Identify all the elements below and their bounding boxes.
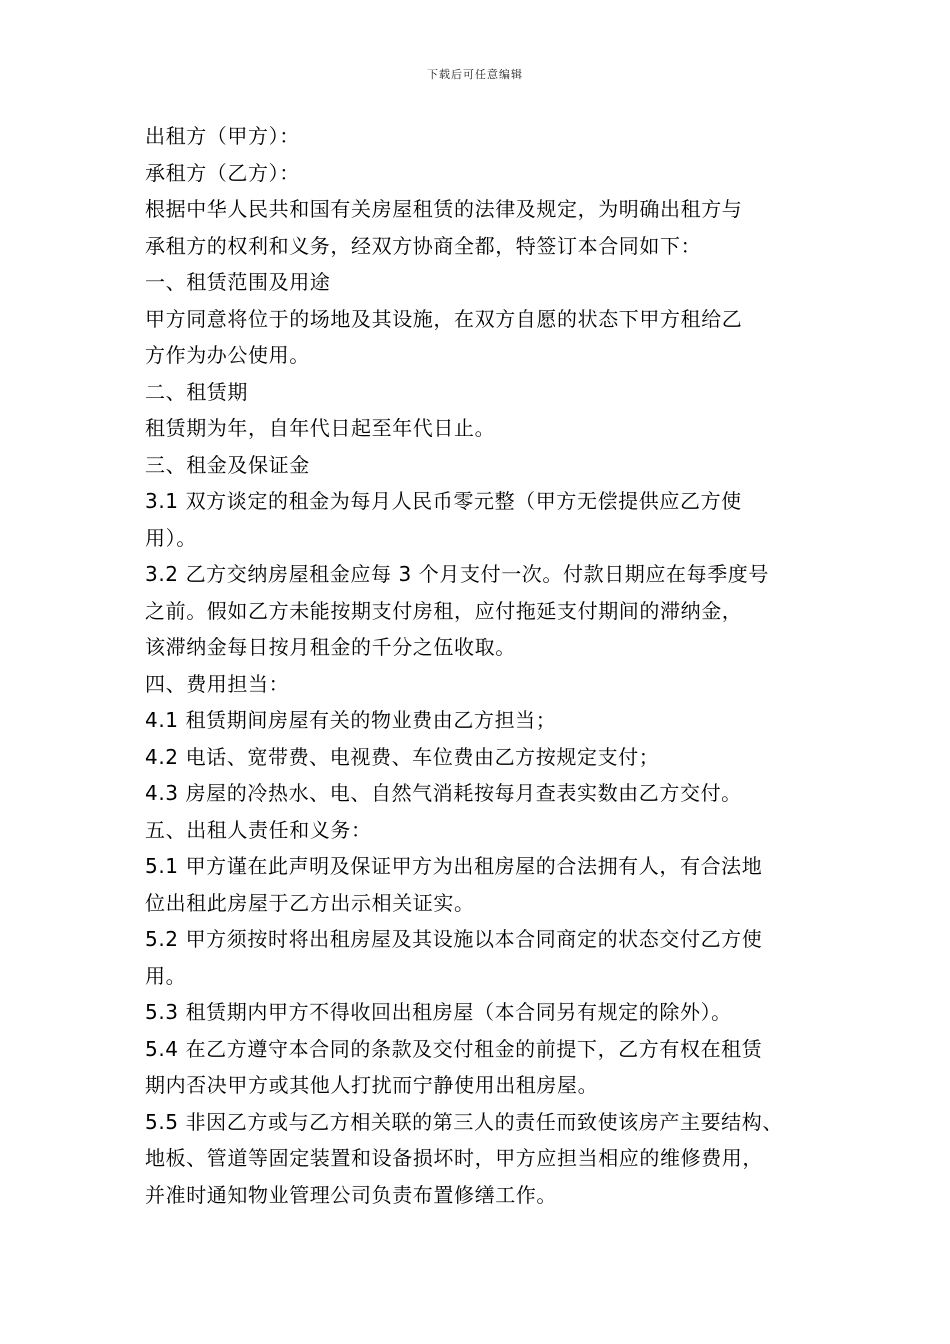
header-note: 下载后可任意编辑 <box>427 68 523 81</box>
clause-line: 3.2 乙方交纳房屋租金应每 3 个月支付一次。付款日期应在每季度号 <box>145 562 770 586</box>
preamble-line: 根据中华人民共和国有关房屋租赁的法律及规定，为明确出租方与 <box>145 197 743 221</box>
clause-line: 3.1 双方谈定的租金为每月人民币零元整（甲方无偿提供应乙方使 <box>145 489 742 513</box>
clause-line: 用。 <box>145 963 187 988</box>
section-heading: 四、费用担当： <box>145 671 290 696</box>
section-heading: 一、租赁范围及用途 <box>145 270 331 294</box>
clause-line: 4.2 电话、宽带费、电视费、车位费由乙方按规定支付； <box>145 744 660 769</box>
clause-line: 用）。 <box>145 525 197 550</box>
clause-line: 租赁期为年，自年代日起至年代日止。 <box>145 416 496 440</box>
clause-line: 该滞纳金每日按月租金的千分之伍收取。 <box>145 635 516 659</box>
clause-line: 地板、管道等固定装置和设备损坏时，甲方应担当相应的维修费用， <box>145 1146 763 1170</box>
clause-line: 5.2 甲方须按时将出租房屋及其设施以本合同商定的状态交付乙方使 <box>145 927 763 951</box>
clause-line: 期内否决甲方或其他人打扰而宁静使用出租房屋。 <box>145 1073 599 1097</box>
clause-line: 5.1 甲方谨在此声明及保证甲方为出租房屋的合法拥有人，有合法地 <box>145 854 763 878</box>
clause-line: 4.1 租赁期间房屋有关的物业费由乙方担当； <box>145 708 557 732</box>
clause-line: 位出租此房屋于乙方出示相关证实。 <box>145 890 475 915</box>
preamble-line: 承租方的权利和义务，经双方协商全都，特签订本合同如下： <box>145 233 702 258</box>
section-heading: 二、租赁期 <box>145 379 248 404</box>
document-body <box>145 118 817 1213</box>
clause-line: 4.3 房屋的冷热水、电、自然气消耗按每月查表实数由乙方交付。 <box>145 781 742 805</box>
section-heading: 三、租金及保证金 <box>145 452 310 477</box>
clause-line: 5.3 租赁期内甲方不得收回出租房屋（本合同另有规定的除外）。 <box>145 1000 732 1024</box>
clause-line: 方作为办公使用。 <box>145 343 310 367</box>
clause-line: 并准时通知物业管理公司负责布置修缮工作。 <box>145 1182 557 1207</box>
lessor-line: 出租方（甲方）： <box>145 124 300 148</box>
section-heading: 五、出租人责任和义务： <box>145 817 372 842</box>
clause-line: 5.5 非因乙方或与乙方相关联的第三人的责任而致使该房产主要结构、 <box>145 1109 783 1134</box>
clause-line: 之前。假如乙方未能按期支付房租，应付拖延支付期间的滞纳金， <box>145 598 743 623</box>
clause-line: 5.4 在乙方遵守本合同的条款及交付租金的前提下，乙方有权在租赁 <box>145 1036 763 1061</box>
lessee-line: 承租方（乙方）： <box>145 160 300 185</box>
clause-line: 甲方同意将位于的场地及其设施，在双方自愿的状态下甲方租给乙 <box>145 306 743 331</box>
